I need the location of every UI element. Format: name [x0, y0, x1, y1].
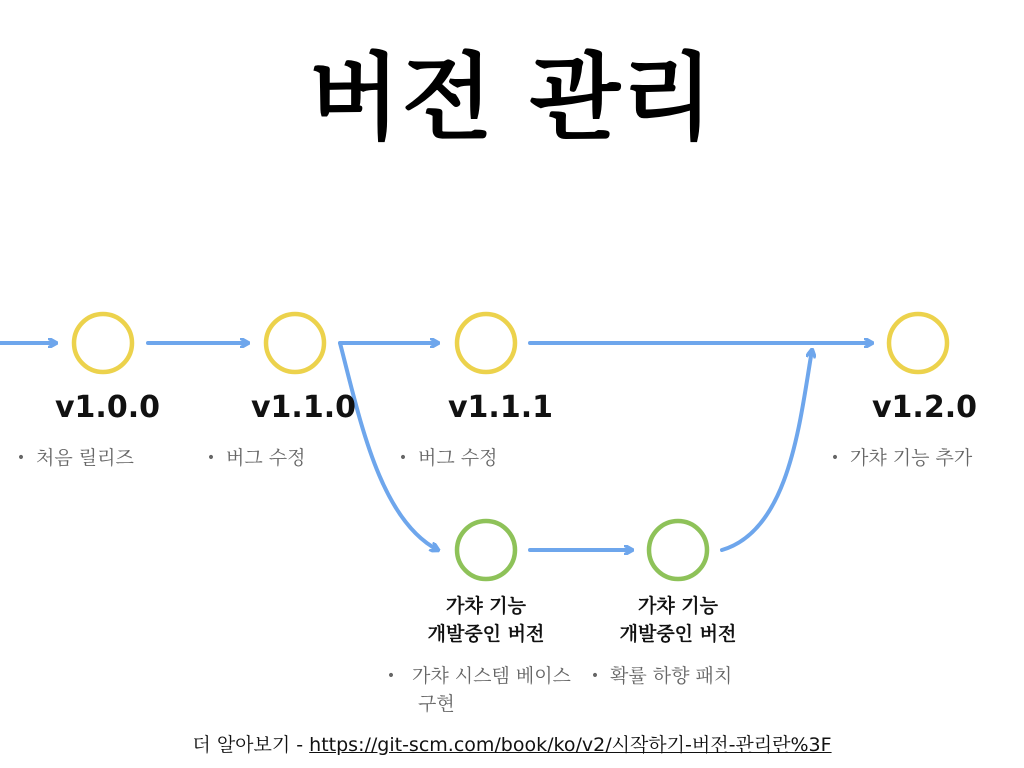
- bullet-dot: •: [830, 450, 840, 466]
- branch-label-2: 가챠 기능 개발중인 버전: [619, 595, 737, 645]
- version-label-v120: v1.2.0: [872, 390, 977, 425]
- footer: [0, 730, 1024, 757]
- bullet-dot: •: [590, 668, 600, 684]
- bullet-dot: •: [206, 450, 216, 466]
- release-note-v111: • 버그 수정: [394, 444, 498, 472]
- version-label-v100: v1.0.0: [55, 390, 160, 425]
- branch-note-1: • 가챠 시스템 베이스 구현: [394, 662, 593, 718]
- release-node-v110: [266, 314, 324, 372]
- bullet-dot: •: [398, 450, 408, 466]
- branch-label-1: 가챠 기능 개발중인 버전: [427, 595, 545, 645]
- release-note-v110: • 버그 수정: [202, 444, 306, 472]
- footer-link[interactable]: https://git-scm.com/book/ko/v2/시작하기-버전-관리란%3F: [309, 734, 832, 756]
- branch-node-2: [649, 521, 707, 579]
- branch-note-2: • 확률 하향 패치: [586, 662, 732, 690]
- release-note-v120: • 가챠 기능 추가: [826, 444, 972, 472]
- release-node-v111: [457, 314, 515, 372]
- bullet-dot: •: [386, 668, 396, 684]
- version-label-v111: v1.1.1: [448, 390, 553, 425]
- branch-node-1: [457, 521, 515, 579]
- release-note-v100: • 처음 릴리즈: [12, 444, 134, 472]
- version-label-v110: v1.1.0: [251, 390, 356, 425]
- release-node-v120: [889, 314, 947, 372]
- bullet-dot: •: [16, 450, 26, 466]
- arrow-branch2-to-v120: [722, 350, 812, 550]
- page-title: 버전 관리: [309, 44, 715, 153]
- release-node-v100: [74, 314, 132, 372]
- footer-prefix: 더 알아보기 -: [192, 734, 310, 756]
